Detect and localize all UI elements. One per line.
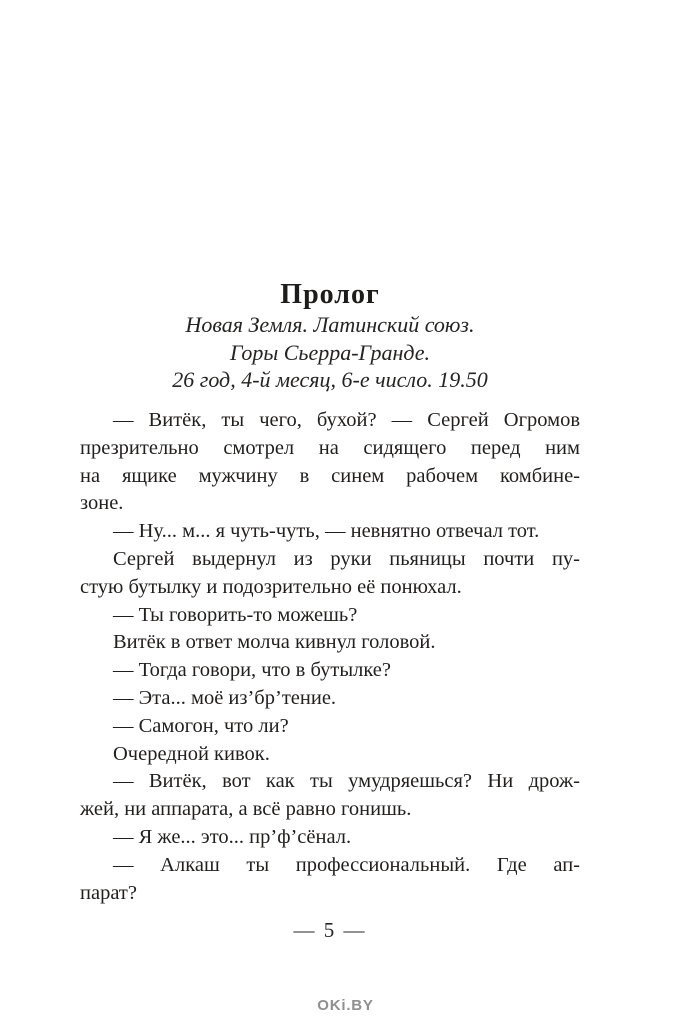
body-line: Сергей выдернул из руки пьяницы почти пу- (113, 547, 580, 570)
body-line: — Тогда говори, что в бутылке? (113, 659, 391, 682)
body-line: парат? (80, 881, 137, 904)
watermark: OKi.BY (317, 997, 374, 1014)
body-text (80, 407, 580, 907)
body-line: зоне. (80, 492, 124, 515)
scene-heading-line: Горы Сьерра-Гранде. (229, 339, 431, 365)
body-line: — Эта... моё из’бр’тение. (113, 686, 337, 709)
body-line: — Ты говорить-то можешь? (113, 603, 358, 626)
body-line: стую бутылку и подозрительно её понюхал. (80, 575, 462, 598)
scene-heading (60, 311, 600, 394)
body-line: Очередной кивок. (113, 742, 270, 765)
body-line: на ящике мужчину в синем рабочем комбине- (80, 464, 580, 487)
page-number: — 5 — (293, 918, 367, 942)
body-line: презрительно смотрел на сидящего перед ним (80, 436, 580, 459)
body-line: Витёк в ответ молча кивнул головой. (113, 631, 436, 654)
body-line: — Ну... м... я чуть-чуть, — невнятно отвечал тот. (113, 520, 540, 543)
scene-heading-line: 26 год, 4-й месяц, 6-е число. 19.50 (172, 367, 488, 392)
chapter-title: Пролог (280, 278, 380, 310)
body-line: — Витёк, ты чего, бухой? — Сергей Огромов (113, 409, 580, 431)
body-line: — Витёк, вот как ты умудряешься? Ни дрож- (113, 770, 580, 793)
scene-heading-line: Новая Земля. Латинский союз. (185, 312, 475, 337)
body-line: — Алкаш ты профессиональный. Где ап- (113, 853, 580, 876)
body-line: — Я же... это... пр’ф’сёнал. (113, 825, 352, 848)
body-line: жей, ни аппарата, а всё равно гонишь. (80, 798, 412, 821)
body-line: — Самогон, что ли? (113, 714, 289, 737)
